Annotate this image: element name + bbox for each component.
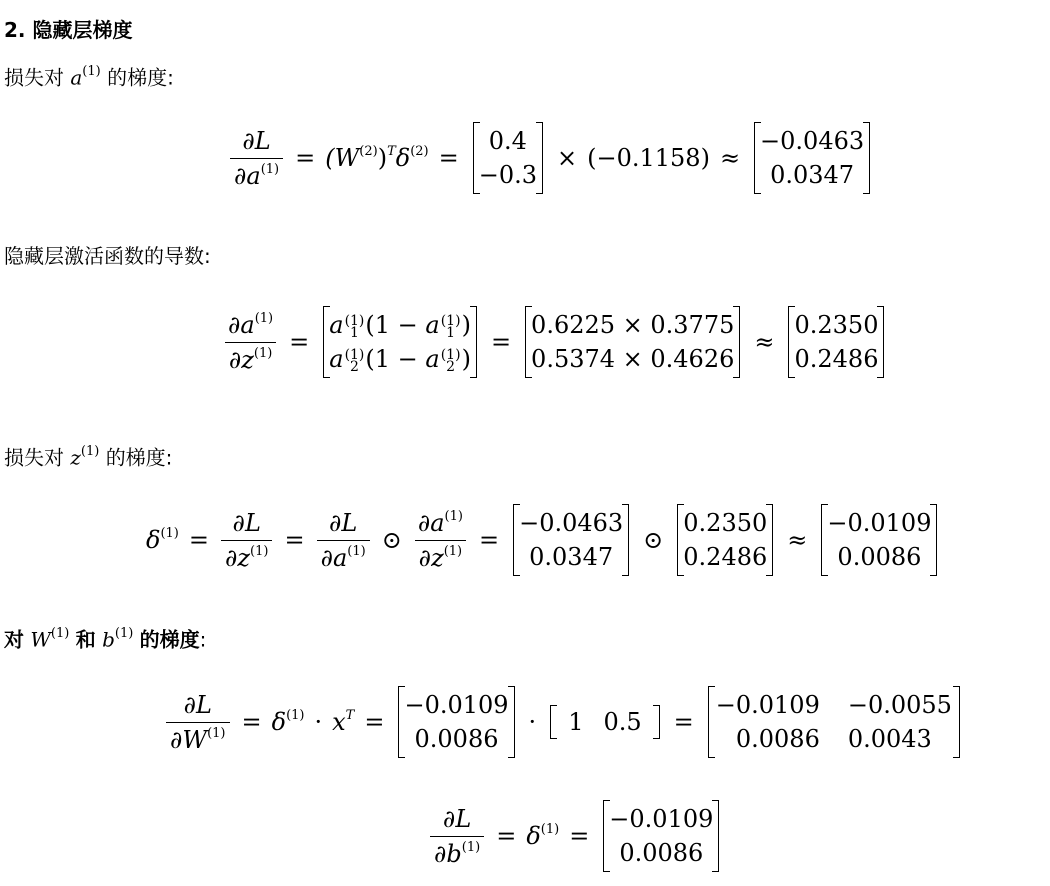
text-and: 和 xyxy=(75,627,96,652)
text-loss-grad-z1 xyxy=(4,440,172,472)
fraction-dL-da1 xyxy=(230,127,283,190)
sigmoid-derivative-vector xyxy=(323,306,477,378)
matrix-cell: 0.0086 xyxy=(735,725,820,753)
equals-sign: = xyxy=(478,526,500,554)
matrix-cell: 0.0086 xyxy=(414,725,499,753)
matrix-cell: −0.0463 xyxy=(519,509,624,537)
matrix-cell: −0.0055 xyxy=(847,691,952,719)
fraction-dL-da1 xyxy=(317,509,370,572)
text-prefix: 对 xyxy=(4,627,24,652)
approx-sign: ≈ xyxy=(754,328,775,356)
symbol-a: a xyxy=(70,65,83,90)
equation-2 xyxy=(222,306,888,378)
delta-vector xyxy=(398,686,514,758)
dot-sign: · xyxy=(528,708,537,736)
equals-sign: = xyxy=(289,328,310,356)
result-vector xyxy=(754,122,870,194)
text-loss-grad-a1 xyxy=(4,60,174,92)
equals-sign: = xyxy=(241,708,262,736)
matrix-cell: a (1) 1 (1 − a (1) 1 ) xyxy=(329,311,471,341)
result-matrix xyxy=(708,686,960,758)
denominator: $\partial z^{(1)}$ xyxy=(415,540,466,572)
symbol-W: W xyxy=(30,627,51,652)
matrix-cell: 0.2486 xyxy=(683,543,768,571)
equals-sign: = xyxy=(490,328,512,356)
matrix-cell: 0.5374 × 0.4626 xyxy=(531,345,735,373)
numerator: $\partial a^{(1)}$ xyxy=(228,310,274,339)
text-suffix: 的梯度 xyxy=(139,627,200,652)
sup-1: (1) xyxy=(80,444,100,459)
denominator: $\partial b^{(1)}$ xyxy=(430,836,484,868)
hadamard-sign: ⊙ xyxy=(381,526,402,554)
fraction-dL-db1 xyxy=(430,805,484,868)
matrix-cell: −0.0463 xyxy=(760,127,865,155)
text-prefix: 损失对 xyxy=(4,65,64,90)
matrix-cell: −0.3 xyxy=(478,161,538,189)
delta-1: $\delta^{(1)}$ xyxy=(526,822,560,850)
matrix-cell: 0.4 xyxy=(488,127,527,155)
fraction-dL-dz1 xyxy=(221,509,272,572)
matrix-cell: −0.0109 xyxy=(609,805,714,833)
equals-sign: = xyxy=(364,708,385,736)
text-grad-w1-b1 xyxy=(4,622,206,654)
equals-sign: = xyxy=(284,526,305,554)
text-suffix: 的梯度: xyxy=(105,445,173,470)
equation-4 xyxy=(164,686,964,758)
denominator: $\partial z^{(1)}$ xyxy=(225,342,276,374)
result-vector xyxy=(603,800,719,872)
fraction-da1-dz1 xyxy=(414,509,467,572)
result-vector xyxy=(821,504,937,576)
equals-sign: = xyxy=(295,144,316,172)
equals-sign: = xyxy=(496,822,517,850)
activation-derivative-vector xyxy=(677,504,773,576)
matrix-cell: a (1) 2 (1 − a (1) 2 ) xyxy=(329,345,471,375)
sup-1: (1) xyxy=(82,64,101,79)
delta-1: $\delta^{(1)}$ xyxy=(146,526,179,554)
product-vector xyxy=(525,306,740,378)
matrix-cell: −0.0109 xyxy=(715,691,820,719)
text-prefix: 损失对 xyxy=(4,445,64,470)
text-colon: : xyxy=(199,627,207,652)
equation-1 xyxy=(228,122,874,194)
fraction-dL-dW1 xyxy=(166,691,230,754)
numerator: ∂L xyxy=(328,508,358,537)
matrix-cell: −0.0109 xyxy=(827,509,932,537)
approx-sign: ≈ xyxy=(787,526,808,554)
text-activation-derivative: 隐藏层激活函数的导数: xyxy=(4,244,211,268)
sup-1: (1) xyxy=(50,626,70,641)
matrix-cell: 0.2350 xyxy=(683,509,768,537)
input-row-vector xyxy=(550,705,659,739)
hadamard-sign: ⊙ xyxy=(643,526,664,554)
matrix-cell: 0.0347 xyxy=(529,543,614,571)
matrix-cell: 0.6225 × 0.3775 xyxy=(531,311,735,339)
approx-sign: ≈ xyxy=(719,144,741,172)
result-vector xyxy=(788,306,884,378)
denominator: $\partial a^{(1)}$ xyxy=(230,158,283,190)
symbol-b: b xyxy=(102,627,115,652)
fraction-da1-dz1 xyxy=(224,311,277,374)
matrix-cell: 0.0347 xyxy=(770,161,855,189)
matrix-cell: 0.2486 xyxy=(794,345,879,373)
row-cell: 0.5 xyxy=(603,708,642,736)
equals-sign: = xyxy=(438,144,459,172)
numerator: ∂L xyxy=(442,804,472,833)
matrix-cell: 0.0043 xyxy=(847,725,932,753)
matrix-cell: 0.0086 xyxy=(619,839,704,867)
symbol-z: z xyxy=(70,445,81,470)
equals-sign: = xyxy=(673,708,694,736)
section-heading: 2. 隐藏层梯度 xyxy=(4,18,133,42)
denominator: $\partial a^{(1)}$ xyxy=(317,540,370,572)
numerator: ∂L xyxy=(232,508,261,537)
matrix-cell: 0.2350 xyxy=(794,311,879,339)
numerator: ∂L xyxy=(183,690,212,719)
equation-5 xyxy=(428,800,723,872)
denominator: $\partial W^{(1)}$ xyxy=(166,722,230,754)
equation-3 xyxy=(146,504,941,576)
times-sign: × xyxy=(557,144,578,172)
weight-vector xyxy=(473,122,543,194)
grad-a1-vector xyxy=(513,504,629,576)
text-suffix: 的梯度: xyxy=(107,65,174,90)
sup-1: (1) xyxy=(114,626,134,641)
row-cell: 1 xyxy=(568,708,584,736)
delta-times-xT: $\delta^{(1)} \cdot x^T$ xyxy=(271,708,355,736)
denominator: $\partial z^{(1)}$ xyxy=(221,540,272,572)
numerator: ∂L xyxy=(242,126,271,155)
matrix-cell: −0.0109 xyxy=(404,691,509,719)
equals-sign: = xyxy=(188,526,209,554)
matrix-cell: 0.0086 xyxy=(837,543,922,571)
numerator: $\partial a^{(1)}$ xyxy=(417,508,463,537)
equals-sign: = xyxy=(569,822,590,850)
weight-transpose: $(W^{(2)})^T\delta^{(2)}$ xyxy=(325,144,429,172)
scalar-delta2: (−0.1158) xyxy=(587,144,710,172)
